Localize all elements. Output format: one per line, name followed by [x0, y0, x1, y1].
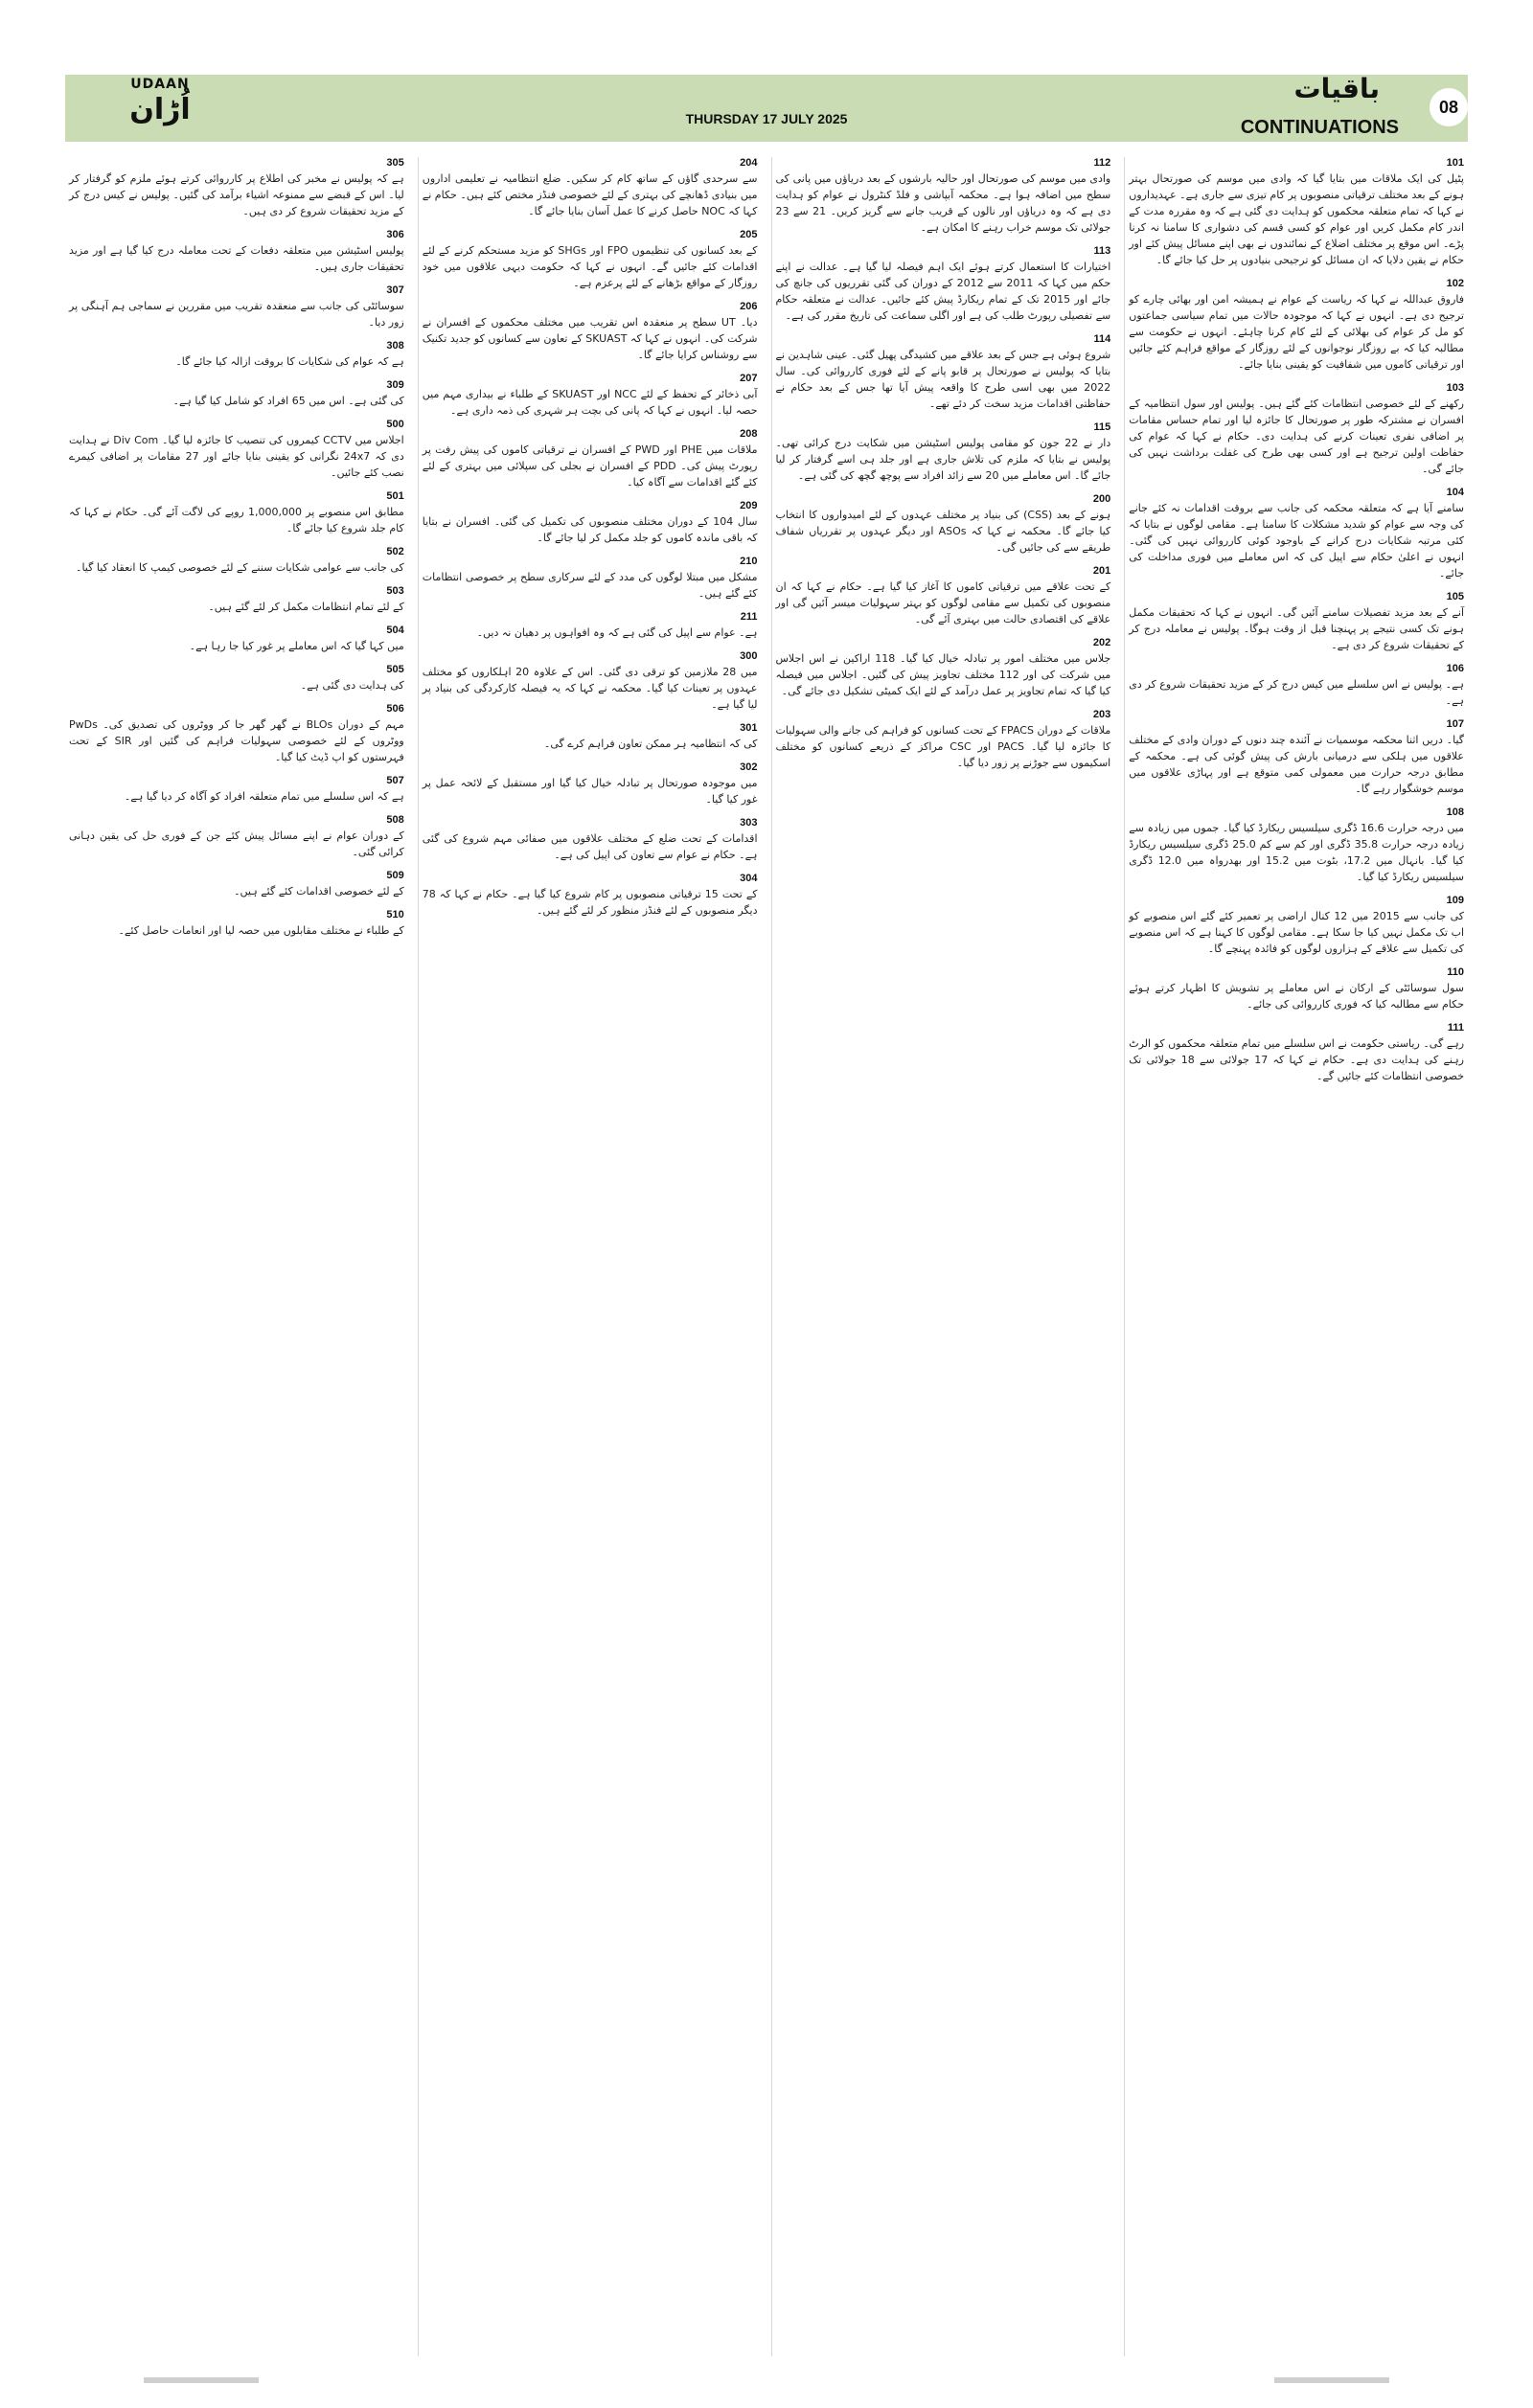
- story-text: وادی میں موسم کی صورتحال اور حالیہ بارشوں کے بعد دریاؤں میں پانی کی سطح میں اضافہ ہوا ہے۔ محکمہ آبپاشی و فلڈ کنٹرول نے عوام کو ہدایت دی ہے کہ وہ دریاؤں اور نالوں کے قریب جانے سے گریز کریں۔ 21 سے 23 جولائی تک موسم خراب رہنے کا امکان ہے۔: [775, 172, 1111, 234]
- story-number: 301: [740, 722, 758, 734]
- story-text: اقدامات کے تحت ضلع کے مختلف علاقوں میں صفائی مہم شروع کی گئی ہے۔ حکام نے عوام سے تعاون کی اپیل کی ہے۔: [422, 832, 758, 861]
- story-number: 307: [386, 284, 404, 296]
- story-number: 309: [386, 379, 404, 391]
- story: [69, 909, 404, 939]
- story-text: آبی ذخائر کے تحفظ کے لئے NCC اور SKUAST کے طلباء نے بیداری مہم میں حصہ لیا۔ انہوں نے کہا کہ پانی کی بچت ہر شہری کی ذمہ داری ہے۔: [422, 388, 758, 417]
- story: [776, 333, 1111, 412]
- story-number: 101: [1446, 157, 1464, 169]
- story-text: سوسائٹی کی جانب سے منعقدہ تقریب میں مقررین نے سماجی ہم آہنگی پر زور دیا۔: [69, 300, 404, 329]
- story-number: 114: [1093, 333, 1111, 345]
- story-text: فاروق عبداللہ نے کہا کہ ریاست کے عوام نے ہمیشہ امن اور بھائی چارے کو ترجیح دی ہے۔ انہوں نے کہا کہ موجودہ حالات میں تمام سیاسی جماعتوں کو مل کر عوام کی بھلائی کے لئے کام کرنا چاہئے۔ انہوں نے حکومت سے مطالبہ کیا کہ بے روزگار نوجوانوں کے لئے روزگار کے مواقع فراہم کئے جائیں اور ترقیاتی کاموں میں شفافیت کو یقینی بنایا جائے۔: [1129, 293, 1464, 371]
- story: [423, 373, 758, 419]
- story: [1129, 663, 1464, 709]
- story-number: 109: [1446, 895, 1464, 906]
- story-number: 113: [1093, 245, 1111, 257]
- footer-rule-left: [144, 2377, 259, 2383]
- story-number: 211: [740, 611, 758, 623]
- story: [69, 229, 404, 275]
- story-number: 203: [1092, 709, 1111, 720]
- story-number: 501: [386, 490, 404, 502]
- story: [69, 625, 404, 654]
- story: [69, 419, 404, 481]
- story: [69, 490, 404, 536]
- story-number: 503: [386, 585, 404, 597]
- issue-date: THURSDAY 17 JULY 2025: [685, 111, 848, 126]
- story: [776, 245, 1111, 324]
- story: [423, 229, 758, 291]
- story-text: کی جانب سے عوامی شکایات سننے کے لئے خصوصی کیمپ کا انعقاد کیا گیا۔: [76, 561, 404, 574]
- story: [1129, 806, 1464, 885]
- story-text: اجلاس میں CCTV کیمروں کی تنصیب کا جائزہ لیا گیا۔ Div Com نے ہدایت دی کہ 24x7 نگرانی کو یقینی بنایا جائے اور 27 مقامات پر اضافی کیمرے نصب کئے جائیں۔: [69, 434, 404, 479]
- story: [423, 301, 758, 363]
- story: [776, 709, 1111, 771]
- page-number: 08: [1430, 88, 1468, 126]
- story: [776, 421, 1111, 484]
- story-number: 202: [1092, 637, 1111, 648]
- story-number: 502: [386, 546, 404, 557]
- story-number: 206: [740, 301, 758, 312]
- story-number: 201: [1092, 565, 1111, 577]
- story: [1129, 1022, 1464, 1084]
- story-text: مشکل میں مبتلا لوگوں کی مدد کے لئے سرکاری سطح پر خصوصی انتظامات کئے گئے ہیں۔: [422, 571, 758, 600]
- story-number: 110: [1447, 966, 1464, 978]
- column: [1124, 157, 1468, 2356]
- story: [423, 873, 758, 919]
- story: [776, 637, 1111, 699]
- story-text: کی جانب سے 2015 میں 12 کنال اراضی پر تعمیر کئے گئے اس منصوبے کو اب تک مکمل نہیں کیا جا سکا ہے۔ مقامی لوگوں کا کہنا ہے کہ اس منصوبے کی تکمیل سے علاقے کے ہزاروں لوگوں کو فائدہ پہنچے گا۔: [1129, 910, 1464, 955]
- story: [1129, 895, 1464, 957]
- story-text: پولیس اسٹیشن میں متعلقہ دفعات کے تحت معاملہ درج کیا گیا ہے اور مزید تحقیقات جاری ہیں۔: [69, 244, 404, 273]
- story: [423, 761, 758, 807]
- story-number: 103: [1446, 382, 1464, 394]
- story: [69, 664, 404, 693]
- story-number: 112: [1093, 157, 1111, 169]
- story: [69, 585, 404, 615]
- story-text: رہے گی۔ ریاستی حکومت نے اس سلسلے میں تمام متعلقہ محکموں کو الرٹ رہنے کی ہدایت دی ہے۔ حکام نے کہا کہ 17 جولائی سے 18 جولائی تک خصوصی انتظامات کئے جائیں گے۔: [1129, 1037, 1464, 1082]
- story-number: 303: [740, 817, 758, 829]
- story: [1129, 157, 1464, 268]
- story-text: ملاقات میں PHE اور PWD کے افسران نے ترقیاتی کاموں کی پیش رفت پر رپورٹ پیش کی۔ PDD کے افسران نے بجلی کی سپلائی میں بہتری کے لئے کئے گئے اقدامات سے آگاہ کیا۔: [422, 443, 758, 488]
- story-text: کے دوران عوام نے اپنے مسائل پیش کئے جن کے فوری حل کی یقین دہانی کرائی گئی۔: [69, 829, 404, 858]
- story-text: مطابق اس منصوبے پر 1,000,000 روپے کی لاگت آئے گی۔ حکام نے کہا کہ کام جلد شروع کیا جائے گا۔: [69, 506, 404, 534]
- story-text: میں کہا گیا کہ اس معاملے پر غور کیا جا رہا ہے۔: [189, 640, 404, 652]
- story: [69, 814, 404, 860]
- story-text: ملاقات کے دوران FPACS کے تحت کسانوں کو فراہم کی جانے والی سہولیات کا جائزہ لیا گیا۔ PACS اور CSC مراکز کے ذریعے کسانوں کو مختلف اسکیموں سے جوڑنے پر زور دیا گیا۔: [775, 724, 1111, 769]
- story: [69, 870, 404, 899]
- story: [423, 611, 758, 641]
- story-text: ہے کہ عوام کی شکایات کا بروقت ازالہ کیا جائے گا۔: [175, 355, 404, 368]
- story: [423, 500, 758, 546]
- story-text: میں درجہ حرارت 16.6 ڈگری سیلسیس ریکارڈ کیا گیا۔ جموں میں زیادہ سے زیادہ درجہ حرارت 35.8 ڈگری اور کم سے کم 25.0 ڈگری سیلسیس ریکارڈ کیا گیا۔ بانہال میں 17.2، بٹوت میں 15.2 اور بھدرواہ میں 12.0 ڈگری سیلسیس ریکارڈ کیا گیا۔: [1129, 822, 1465, 883]
- story-text: کے لئے خصوصی اقدامات کئے گئے ہیں۔: [234, 885, 404, 897]
- story-text: سے سرحدی گاؤں کے ساتھ کام کر سکیں۔ ضلع انتظامیہ نے تعلیمی اداروں میں بنیادی ڈھانچے کی بہتری کے لئے خصوصی فنڈز مختص کئے ہیں۔ حکام نے کہا کہ NOC حاصل کرنے کا عمل آسان بنایا جائے گا۔: [422, 172, 758, 217]
- story: [776, 565, 1111, 627]
- story: [423, 817, 758, 863]
- story-text: ہے کہ اس سلسلے میں تمام متعلقہ افراد کو آگاہ کر دیا گیا ہے۔: [124, 790, 404, 803]
- story-number: 111: [1447, 1022, 1464, 1034]
- story: [1129, 382, 1464, 477]
- story-number: 207: [740, 373, 758, 384]
- story-text: ہے کہ پولیس نے مخبر کی اطلاع پر کارروائی کرتے ہوئے ملزم کو گرفتار کر لیا۔ اس کے قبضے سے ممنوعہ اشیاء برآمد کی گئیں۔ پولیس نے کیس درج کر کے مزید تحقیقات شروع کر دی ہیں۔: [69, 172, 404, 217]
- story: [69, 703, 404, 765]
- story-text: سال 104 کے دوران مختلف منصوبوں کی تکمیل کی گئی۔ افسران نے بتایا کہ باقی ماندہ کاموں کو جلد مکمل کر لیا جائے گا۔: [422, 515, 758, 544]
- story-text: کے لئے تمام انتظامات مکمل کر لئے گئے ہیں۔: [208, 601, 404, 613]
- story: [69, 379, 404, 409]
- story-text: کی گئی ہے۔ اس میں 65 افراد کو شامل کیا گیا ہے۔: [172, 395, 404, 407]
- story-text: کی کہ انتظامیہ ہر ممکن تعاون فراہم کرے گی۔: [543, 738, 758, 750]
- story: [69, 157, 404, 219]
- story-text: سامنے آیا ہے کہ متعلقہ محکمہ کی جانب سے بروقت اقدامات نہ کئے جانے کی وجہ سے عوام کو شدید مشکلات کا سامنا ہے۔ مقامی لوگوں نے بتایا کہ کئی مرتبہ شکایات درج کرانے کے باوجود کوئی کارروائی نہیں کی گئی۔ انہوں نے اعلیٰ حکام سے اپیل کی کہ اس معاملے میں فوری مداخلت کی جائے۔: [1129, 502, 1464, 579]
- story-text: اختیارات کا استعمال کرتے ہوئے ایک اہم فیصلہ لیا گیا ہے۔ عدالت نے اپنے حکم میں کہا کہ 2011 سے 2012 کے دوران کی گئی تقرریوں کی جانچ کی جائے اور 2015 تک کے تمام ریکارڈ پیش کئے جائیں۔ عدالت نے متعلقہ حکام سے تفصیلی رپورٹ طلب کی ہے اور اگلی سماعت کی تاریخ مقرر کی ہے۔: [775, 261, 1111, 322]
- story-text: شروع ہوئی ہے جس کے بعد علاقے میں کشیدگی پھیل گئی۔ عینی شاہدین نے بتایا کہ پولیس نے صورتحال پر قابو پانے کے لئے فوری کارروائی کی۔ سال 2022 میں بھی اسی طرح کا واقعہ پیش آیا تھا جس کے بعد حکام نے حفاظتی اقدامات مزید سخت کر دئے تھے۔: [775, 349, 1111, 410]
- story-number: 210: [740, 556, 758, 567]
- footer-rule-right: [1274, 2377, 1389, 2383]
- story-text: کی ہدایت دی گئی ہے۔: [300, 679, 404, 692]
- story-text: سول سوسائٹی کے ارکان نے اس معاملے پر تشویش کا اظہار کرتے ہوئے حکام سے مطالبہ کیا کہ فوری کارروائی کی جائے۔: [1129, 982, 1464, 1011]
- story-number: 105: [1446, 591, 1464, 602]
- story: [1129, 966, 1464, 1012]
- story-number: 509: [386, 870, 404, 881]
- story-number: 306: [386, 229, 404, 240]
- story-number: 204: [740, 157, 758, 169]
- story-text: دار نے 22 جون کو مقامی پولیس اسٹیشن میں شکایت درج کرائی تھی۔ پولیس نے بتایا کہ ملزم کی تلاش جاری ہے اور جلد ہی اسے گرفتار کر لیا جائے گا۔ اس معاملے میں 20 سے زائد افراد سے پوچھ گچھ کی گئی ہے۔: [775, 437, 1111, 482]
- story-text: رکھنے کے لئے خصوصی انتظامات کئے گئے ہیں۔ پولیس اور سول انتظامیہ کے افسران نے مشترکہ طور پر صورتحال کا جائزہ لیا اور تمام حساس مقامات پر اضافی نفری تعینات کرنے کی ہدایت دی۔ حکام نے کہا کہ عوام کی حفاظت اولین ترجیح ہے اور کسی بھی طرح کی غفلت برداشت نہیں کی جائے گی۔: [1129, 398, 1464, 475]
- story: [776, 157, 1111, 236]
- story-text: ہونے کے بعد (CSS) کی بنیاد پر مختلف عہدوں کے لئے امیدواروں کا انتخاب کیا جائے گا۔ محکمہ نے کہا کہ ASOs اور دیگر عہدوں پر تقرریاں شفاف طریقے سے کی جائیں گی۔: [775, 509, 1111, 554]
- article-columns: [65, 157, 1468, 2356]
- brand-logo: [107, 77, 213, 140]
- story-number: 209: [740, 500, 758, 511]
- story-text: گیا۔ دریں اثنا محکمہ موسمیات نے آئندہ چند دنوں کے دوران وادی کے مختلف علاقوں میں ہلکی سے درمیانی بارش کی پیش گوئی کی ہے۔ محکمہ کے مطابق درجہ حرارت میں معمولی کمی متوقع ہے اور پہاڑی علاقوں میں موسم خوشگوار رہے گا۔: [1129, 734, 1464, 795]
- brand-name-ur: اُڑان: [129, 93, 191, 126]
- story-text: میں 28 ملازمین کو ترقی دی گئی۔ اس کے علاوہ 20 اہلکاروں کو مختلف عہدوں پر تعینات کیا گیا۔ محکمہ نے کہا کہ یہ فیصلہ کارکردگی کی بنیاد پر لیا گیا ہے۔: [422, 666, 758, 711]
- story-text: ہے۔ عوام سے اپیل کی گئی ہے کہ وہ افواہوں پر دھیان نہ دیں۔: [476, 626, 758, 639]
- story: [69, 546, 404, 576]
- story-text: ہے۔ پولیس نے اس سلسلے میں کیس درج کر کے مزید تحقیقات شروع کر دی ہے۔: [1129, 678, 1464, 707]
- story-number: 300: [740, 650, 758, 662]
- story-text: کے تحت علاقے میں ترقیاتی کاموں کا آغاز کیا گیا ہے۔ حکام نے کہا کہ ان منصوبوں کی تکمیل سے مقامی لوگوں کو بہتر سہولیات میسر آئیں گی اور علاقے کی اقتصادی حالت میں بہتری آئے گی۔: [775, 580, 1111, 625]
- story-number: 115: [1093, 421, 1111, 433]
- story: [1129, 278, 1464, 373]
- story-number: 106: [1446, 663, 1464, 674]
- story-text: آنے کے بعد مزید تفصیلات سامنے آئیں گی۔ انہوں نے کہا کہ تحقیقات مکمل ہونے تک کسی نتیجے پر پہنچنا قبل از وقت ہوگا۔ پولیس نے معاملہ درج کر کے تحقیقات شروع کر دی ہے۔: [1129, 606, 1464, 651]
- story-text: کے بعد کسانوں کی تنظیموں FPO اور SHGs کو مزید مستحکم کرنے کے لئے اقدامات کئے جائیں گے۔ انہوں نے کہا کہ حکومت دیہی علاقوں میں خود روزگار کے مواقع بڑھانے کے لئے پرعزم ہے۔: [422, 244, 758, 289]
- brand-name-en: UDAAN: [130, 77, 190, 92]
- story-number: 104: [1446, 487, 1464, 498]
- story-text: کے طلباء نے مختلف مقابلوں میں حصہ لیا اور انعامات حاصل کئے۔: [118, 924, 404, 937]
- story-number: 200: [1092, 493, 1111, 505]
- story-number: 107: [1446, 718, 1464, 730]
- story-number: 108: [1446, 806, 1464, 818]
- story-number: 504: [386, 625, 404, 636]
- story-number: 205: [740, 229, 758, 240]
- column: [771, 157, 1115, 2356]
- section-title-ur: باقیات: [1293, 73, 1380, 104]
- story: [423, 650, 758, 713]
- story-number: 102: [1446, 278, 1464, 289]
- story-number: 510: [386, 909, 404, 920]
- story-number: 305: [386, 157, 404, 169]
- story: [776, 493, 1111, 556]
- story-number: 508: [386, 814, 404, 826]
- story-number: 500: [386, 419, 404, 430]
- story-text: پٹیل کی ایک ملاقات میں بتایا گیا کہ وادی میں موسم کی صورتحال بہتر ہونے کے بعد مختلف ترقیاتی منصوبوں پر کام تیزی سے جاری ہے۔ عہدیداروں نے کہا کہ تمام متعلقہ محکموں کو ہدایت دی گئی ہے کہ وہ مقررہ مدت کے اندر کام مکمل کریں اور عوام کو کسی قسم کی دشواری کا سامنا نہ کرنا پڑے۔ اس موقع پر مختلف اضلاع کے نمائندوں نے بھی اپنے مسائل پیش کئے اور حکام نے یقین دلایا کہ ان مسائل کو ترجیحی بنیادوں پر حل کیا جائے گا۔: [1129, 172, 1464, 266]
- story: [423, 428, 758, 490]
- story-text: کے تحت 15 ترقیاتی منصوبوں پر کام شروع کیا گیا ہے۔ حکام نے کہا کہ 78 دیگر منصوبوں کے لئے فنڈز منظور کر لئے گئے ہیں۔: [422, 888, 758, 917]
- story: [1129, 718, 1464, 797]
- section-title-en: CONTINUATIONS: [1240, 117, 1399, 138]
- story: [69, 775, 404, 805]
- story-number: 505: [386, 664, 404, 675]
- story: [69, 284, 404, 330]
- story-text: میں موجودہ صورتحال پر تبادلہ خیال کیا گیا اور مستقبل کے لائحہ عمل پر غور کیا گیا۔: [422, 777, 758, 806]
- story-number: 304: [740, 873, 758, 884]
- story-number: 507: [386, 775, 404, 786]
- story-text: مہم کے دوران BLOs نے گھر گھر جا کر ووٹروں کی تصدیق کی۔ PwDs ووٹروں کے لئے خصوصی سہولیات فراہم کی گئیں اور SIR کے تحت فہرستوں کو اپ ڈیٹ کیا گیا۔: [69, 718, 404, 763]
- story-text: جلاس میں مختلف امور پر تبادلہ خیال کیا گیا۔ 118 اراکین نے اس اجلاس میں شرکت کی اور 112 مختلف تجاویز پیش کی گئیں۔ اجلاس میں فیصلہ کیا گیا کہ تمام تجاویز پر عمل درآمد کے لئے ایک کمیٹی تشکیل دی جائے گی۔: [775, 652, 1111, 697]
- story-number: 506: [386, 703, 404, 715]
- story-number: 208: [740, 428, 758, 440]
- column: [418, 157, 762, 2356]
- story: [423, 556, 758, 602]
- story: [1129, 591, 1464, 653]
- story: [1129, 487, 1464, 581]
- story: [423, 157, 758, 219]
- column: [65, 157, 408, 2356]
- story-text: دیا۔ UT سطح پر منعقدہ اس تقریب میں مختلف محکموں کے افسران نے شرکت کی۔ انہوں نے کہا کہ SKUAST کے تعاون سے کسانوں کو جدید تکنیک سے روشناس کرایا جائے گا۔: [422, 316, 758, 361]
- story-number: 308: [386, 340, 404, 352]
- story: [423, 722, 758, 752]
- story: [69, 340, 404, 370]
- story-number: 302: [740, 761, 758, 773]
